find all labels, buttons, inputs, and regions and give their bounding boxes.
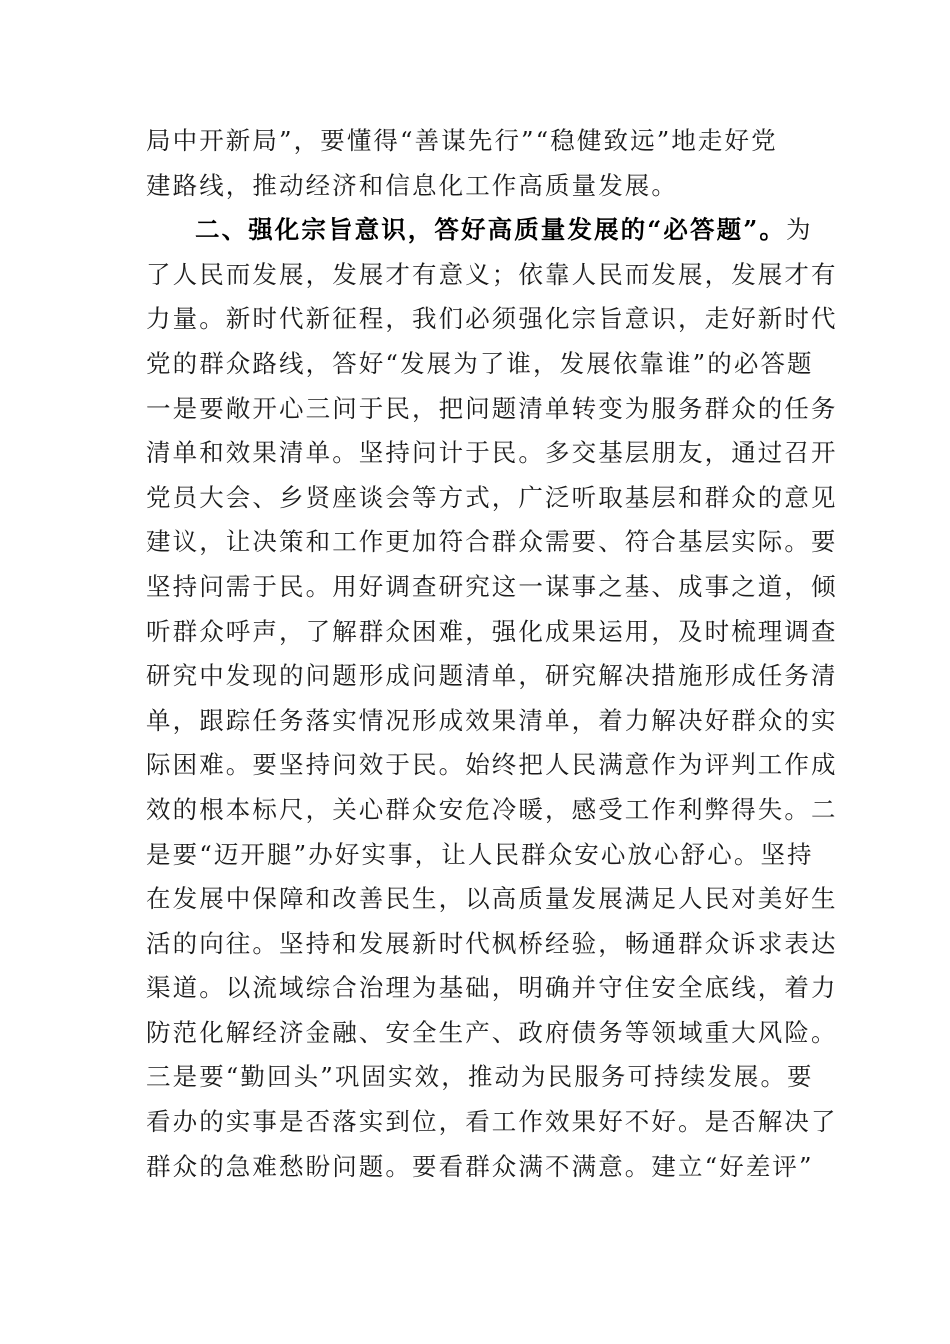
text-line: 坚持问需于民。用好调查研究这一谋事之基、成事之道，倾 [146,571,838,601]
text-line: 清单和效果清单。坚持问计于民。多交基层朋友，通过召开 [146,438,838,468]
text-line: 一是要敞开心三问于民，把问题清单转变为服务群众的任务 [146,393,838,423]
text-line: 在发展中保障和改善民生，以高质量发展满足人民对美好生 [146,884,838,914]
text-line: 是要“迈开腿”办好实事，让人民群众安心放心舒心。坚持 [146,839,814,869]
body-text [146,119,838,1189]
text-line: 听群众呼声，了解群众困难，强化成果运用，及时梳理调查 [146,616,838,646]
text-line: 效的根本标尺，关心群众安危冷暖，感受工作利弊得失。二 [146,794,838,824]
section-heading: 二、强化宗旨意识，答好高质量发展的“必答题”。 [195,215,786,245]
text-line: 建路线，推动经济和信息化工作高质量发展。 [146,170,678,200]
text-line: 建议，让决策和工作更加符合群众需要、符合基层实际。要 [146,527,838,557]
text-line: 防范化解经济金融、安全生产、政府债务等领域重大风险。 [146,1017,838,1047]
text-line: 单，跟踪任务落实情况形成效果清单，着力解决好群众的实 [146,705,838,735]
text-line: 党员大会、乡贤座谈会等方式，广泛听取基层和群众的意见 [146,482,838,512]
text-line: 局中开新局”，要懂得“善谋先行”“稳健致远”地走好党 [146,126,778,155]
text-line: 群众的急难愁盼问题。要看群众满不满意。建立“好差评” [146,1151,814,1181]
section-heading-line [146,208,816,253]
text-fragment: 为 [785,215,813,245]
text-line: 研究中发现的问题形成问题清单，研究解决措施形成任务清 [146,661,838,691]
text-line: 际困难。要坚持问效于民。始终把人民满意作为评判工作成 [146,750,838,780]
text-line: 三是要“勤回头”巩固实效，推动为民服务可持续发展。要 [146,1062,814,1092]
text-line: 活的向往。坚持和发展新时代枫桥经验，畅通群众诉求表达 [146,928,838,958]
text-line: 力量。新时代新征程，我们必须强化宗旨意识，走好新时代 [146,304,838,334]
text-line: 党的群众路线，答好“发展为了谁，发展依靠谁”的必答题 [146,348,814,378]
text-line: 看办的实事是否落实到位，看工作效果好不好。是否解决了 [146,1107,838,1137]
text-line: 渠道。以流域综合治理为基础，明确并守住安全底线，着力 [146,973,838,1003]
text-line: 了人民而发展，发展才有意义；依靠人民而发展，发展才有 [146,259,838,289]
